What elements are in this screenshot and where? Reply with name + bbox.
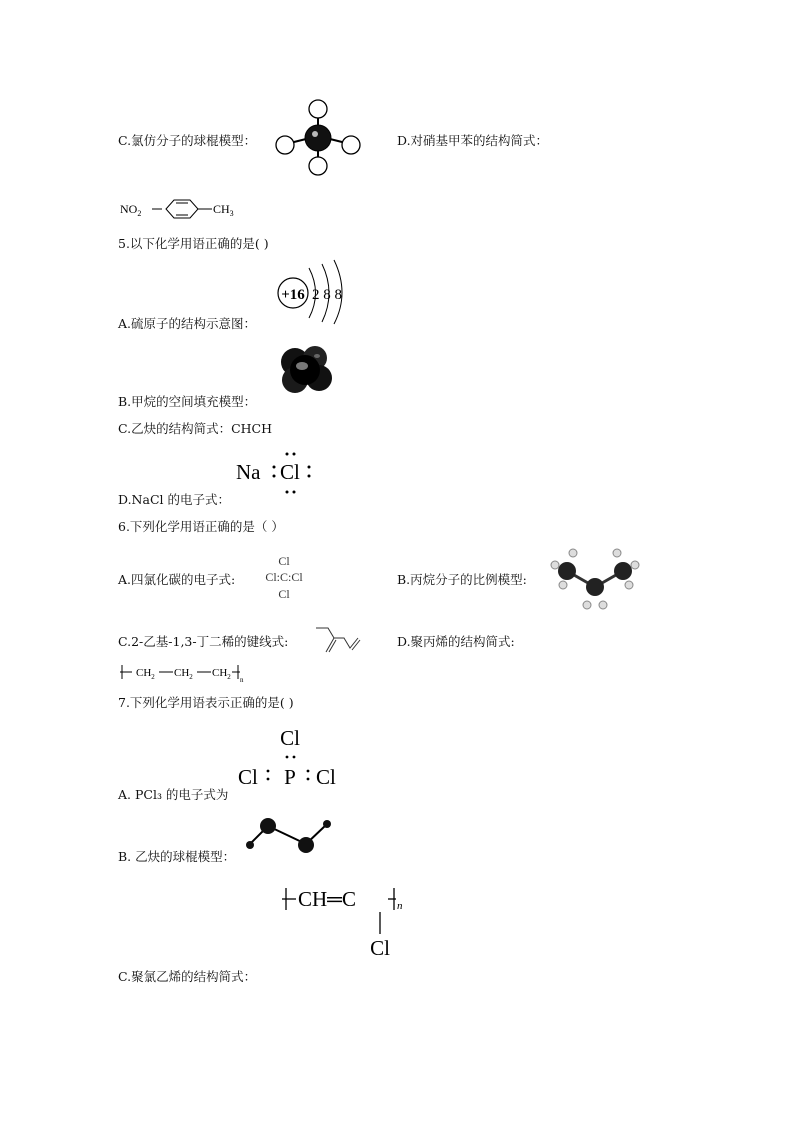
q7-stem: 7.下列化学用语表示正确的是( ) bbox=[118, 695, 294, 710]
q5-option-c: C.乙炔的结构简式：CHCH bbox=[118, 421, 273, 436]
q5-option-d: D.NaCl 的电子式： bbox=[118, 492, 230, 507]
propane-scale-model bbox=[545, 545, 645, 613]
svg-text:CH2: $CH_2$ bbox=[174, 667, 193, 681]
q4-option-d: D.对硝基甲苯的结构简式： bbox=[397, 133, 549, 148]
svg-text:CH2: $CH_2$ bbox=[212, 667, 231, 681]
q7-option-a: A. PCl₃ 的电子式为 bbox=[118, 787, 229, 802]
q5-option-a: A.硫原子的结构示意图： bbox=[118, 316, 257, 331]
nacl-electron-formula bbox=[234, 446, 324, 498]
pvc-structural-formula bbox=[278, 882, 418, 962]
svg-text:CH2: $CH_2$ bbox=[136, 667, 155, 681]
acetylene-ball-stick-model bbox=[242, 814, 336, 856]
svg-text:n: n bbox=[240, 676, 244, 684]
q6-option-a: A.四氯化碳的电子式: bbox=[118, 572, 236, 587]
pcl3-electron-formula bbox=[236, 724, 346, 790]
p-nitrotoluene-formula bbox=[118, 196, 248, 222]
svg-text:Cl: Cl bbox=[278, 587, 290, 601]
svg-text:Cl:C:Cl: Cl:C:Cl bbox=[265, 570, 303, 584]
polypropylene-formula bbox=[118, 662, 248, 684]
methane-space-filling-model bbox=[275, 342, 337, 398]
svg-text:Cl: Cl bbox=[278, 554, 290, 568]
q6-option-d: D.聚丙烯的结构简式: bbox=[397, 634, 515, 649]
svg-text:CH═C: CH═C bbox=[298, 887, 357, 911]
ccl4-electron-formula bbox=[255, 552, 313, 602]
svg-text:Cl: Cl bbox=[316, 765, 336, 789]
sulfur-atom-structure-diagram bbox=[276, 258, 356, 326]
svg-text:P: P bbox=[284, 765, 296, 789]
svg-text:2 8 8: 2 8 8 bbox=[312, 287, 342, 303]
q7-option-c: C.聚氯乙烯的结构简式： bbox=[118, 969, 257, 984]
svg-text:Cl: Cl bbox=[280, 460, 300, 484]
q7-option-b: B. 乙炔的球棍模型： bbox=[118, 849, 236, 864]
q5-option-b: B.甲烷的空间填充模型： bbox=[118, 394, 257, 409]
chloroform-ball-stick-model bbox=[272, 98, 364, 178]
2-ethyl-13-butadiene-skeletal-formula bbox=[314, 624, 362, 656]
svg-text:Cl: Cl bbox=[280, 726, 300, 750]
svg-text:Cl: Cl bbox=[238, 765, 258, 789]
q5-stem: 5.以下化学用语正确的是( ) bbox=[118, 236, 269, 251]
svg-text:+16: +16 bbox=[281, 287, 305, 303]
svg-text:CH3: $CH_3$ bbox=[213, 202, 234, 218]
q6-stem: 6.下列化学用语正确的是（ ） bbox=[118, 519, 284, 534]
svg-text:n: n bbox=[397, 900, 403, 912]
q6-option-b: B.丙烷分子的比例模型: bbox=[397, 572, 527, 587]
q6-option-c: C.2-乙基-1,3-丁二稀的键线式: bbox=[118, 634, 289, 649]
q4-option-c: C.氯仿分子的球棍模型： bbox=[118, 133, 257, 148]
svg-text:Na: Na bbox=[236, 460, 261, 484]
svg-text:NO2: $NO_2$ bbox=[120, 202, 142, 218]
svg-text:Cl: Cl bbox=[370, 936, 390, 960]
